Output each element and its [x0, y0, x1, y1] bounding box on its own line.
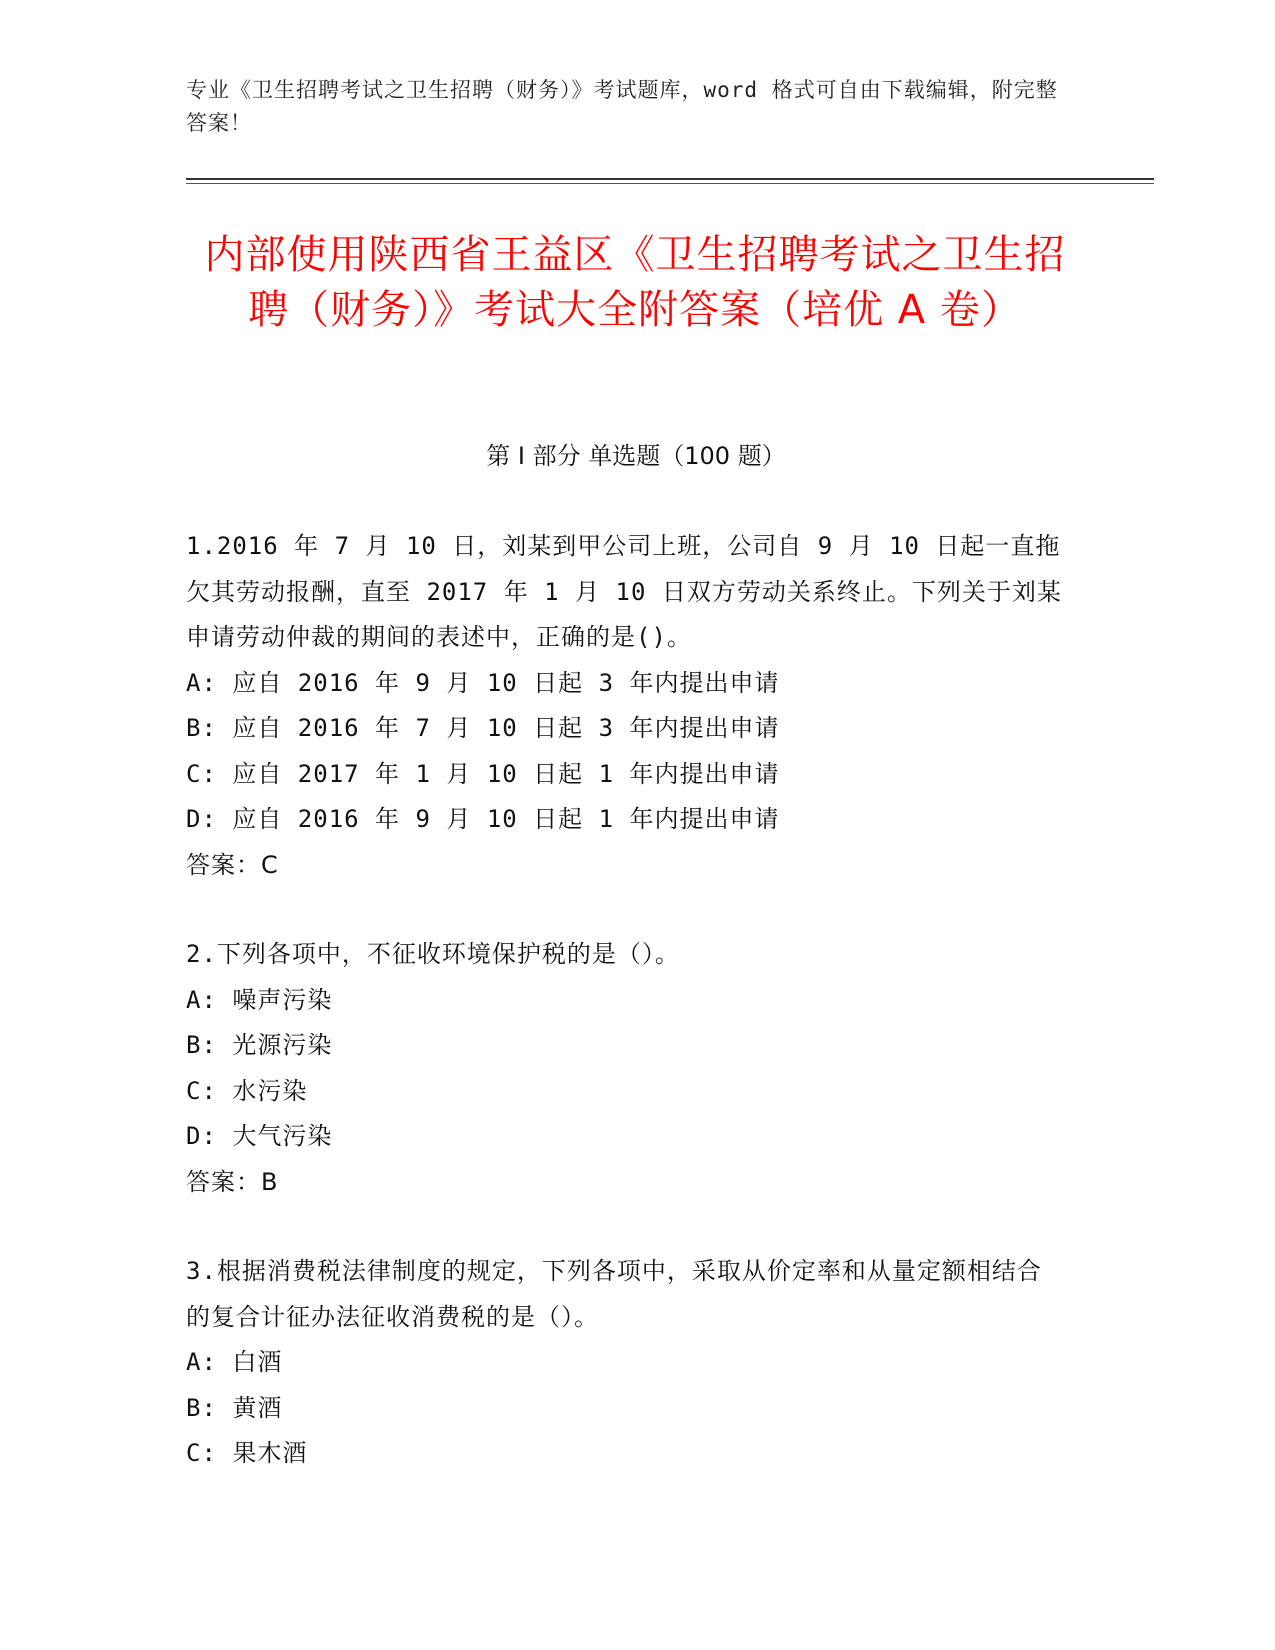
- option-c: C: 果木酒: [186, 1439, 308, 1467]
- option-a: A: 噪声污染: [186, 985, 333, 1014]
- header-note: 专业《卫生招聘考试之卫生招聘（财务）》考试题库，word 格式可自由下载编辑，附完整答案！: [186, 78, 1058, 135]
- answer: 答案：C: [186, 850, 279, 879]
- question-3: [186, 1249, 1066, 1477]
- question-1: [186, 524, 1066, 888]
- option-b: B: 应自 2016 年 7 月 10 日起 3 年内提出申请: [186, 714, 780, 742]
- question-2: [186, 932, 1066, 1205]
- option-c: C: 水污染: [186, 1076, 308, 1105]
- option-d: D: 应自 2016 年 9 月 10 日起 1 年内提出申请: [186, 805, 780, 833]
- answer: 答案：B: [186, 1167, 279, 1196]
- option-c: C: 应自 2017 年 1 月 10 日起 1 年内提出申请: [186, 759, 780, 788]
- header-divider-thin: [186, 183, 1154, 184]
- question-stem: 3.根据消费税法律制度的规定，下列各项中，采取从价定率和从量定额相结合的复合计征办法征收消费税的是（）。: [186, 1257, 1042, 1331]
- option-b: B: 光源污染: [186, 1031, 333, 1059]
- option-a: A: 应自 2016 年 9 月 10 日起 3 年内提出申请: [186, 668, 780, 697]
- option-a: A: 白酒: [186, 1348, 283, 1376]
- option-d: D: 大气污染: [186, 1122, 333, 1150]
- question-stem: 1.2016 年 7 月 10 日，刘某到甲公司上班，公司自 9 月 10 日起一直拖欠其劳动报酬，直至 2017 年 1 月 10 日双方劳动关系终止。下列关于刘某申请劳动仲裁的期间的表述中，正确的是()。: [186, 532, 1062, 651]
- option-b: B: 黄酒: [186, 1393, 283, 1422]
- section-title: 第 I 部分 单选题（100 题）: [486, 442, 786, 470]
- question-stem: 2.下列各项中，不征收环境保护税的是（）。: [186, 940, 680, 968]
- header-divider-thick: [186, 178, 1154, 180]
- document-title: 内部使用陕西省王益区《卫生招聘考试之卫生招聘（财务）》考试大全附答案（培优 A 卷）: [204, 232, 1066, 333]
